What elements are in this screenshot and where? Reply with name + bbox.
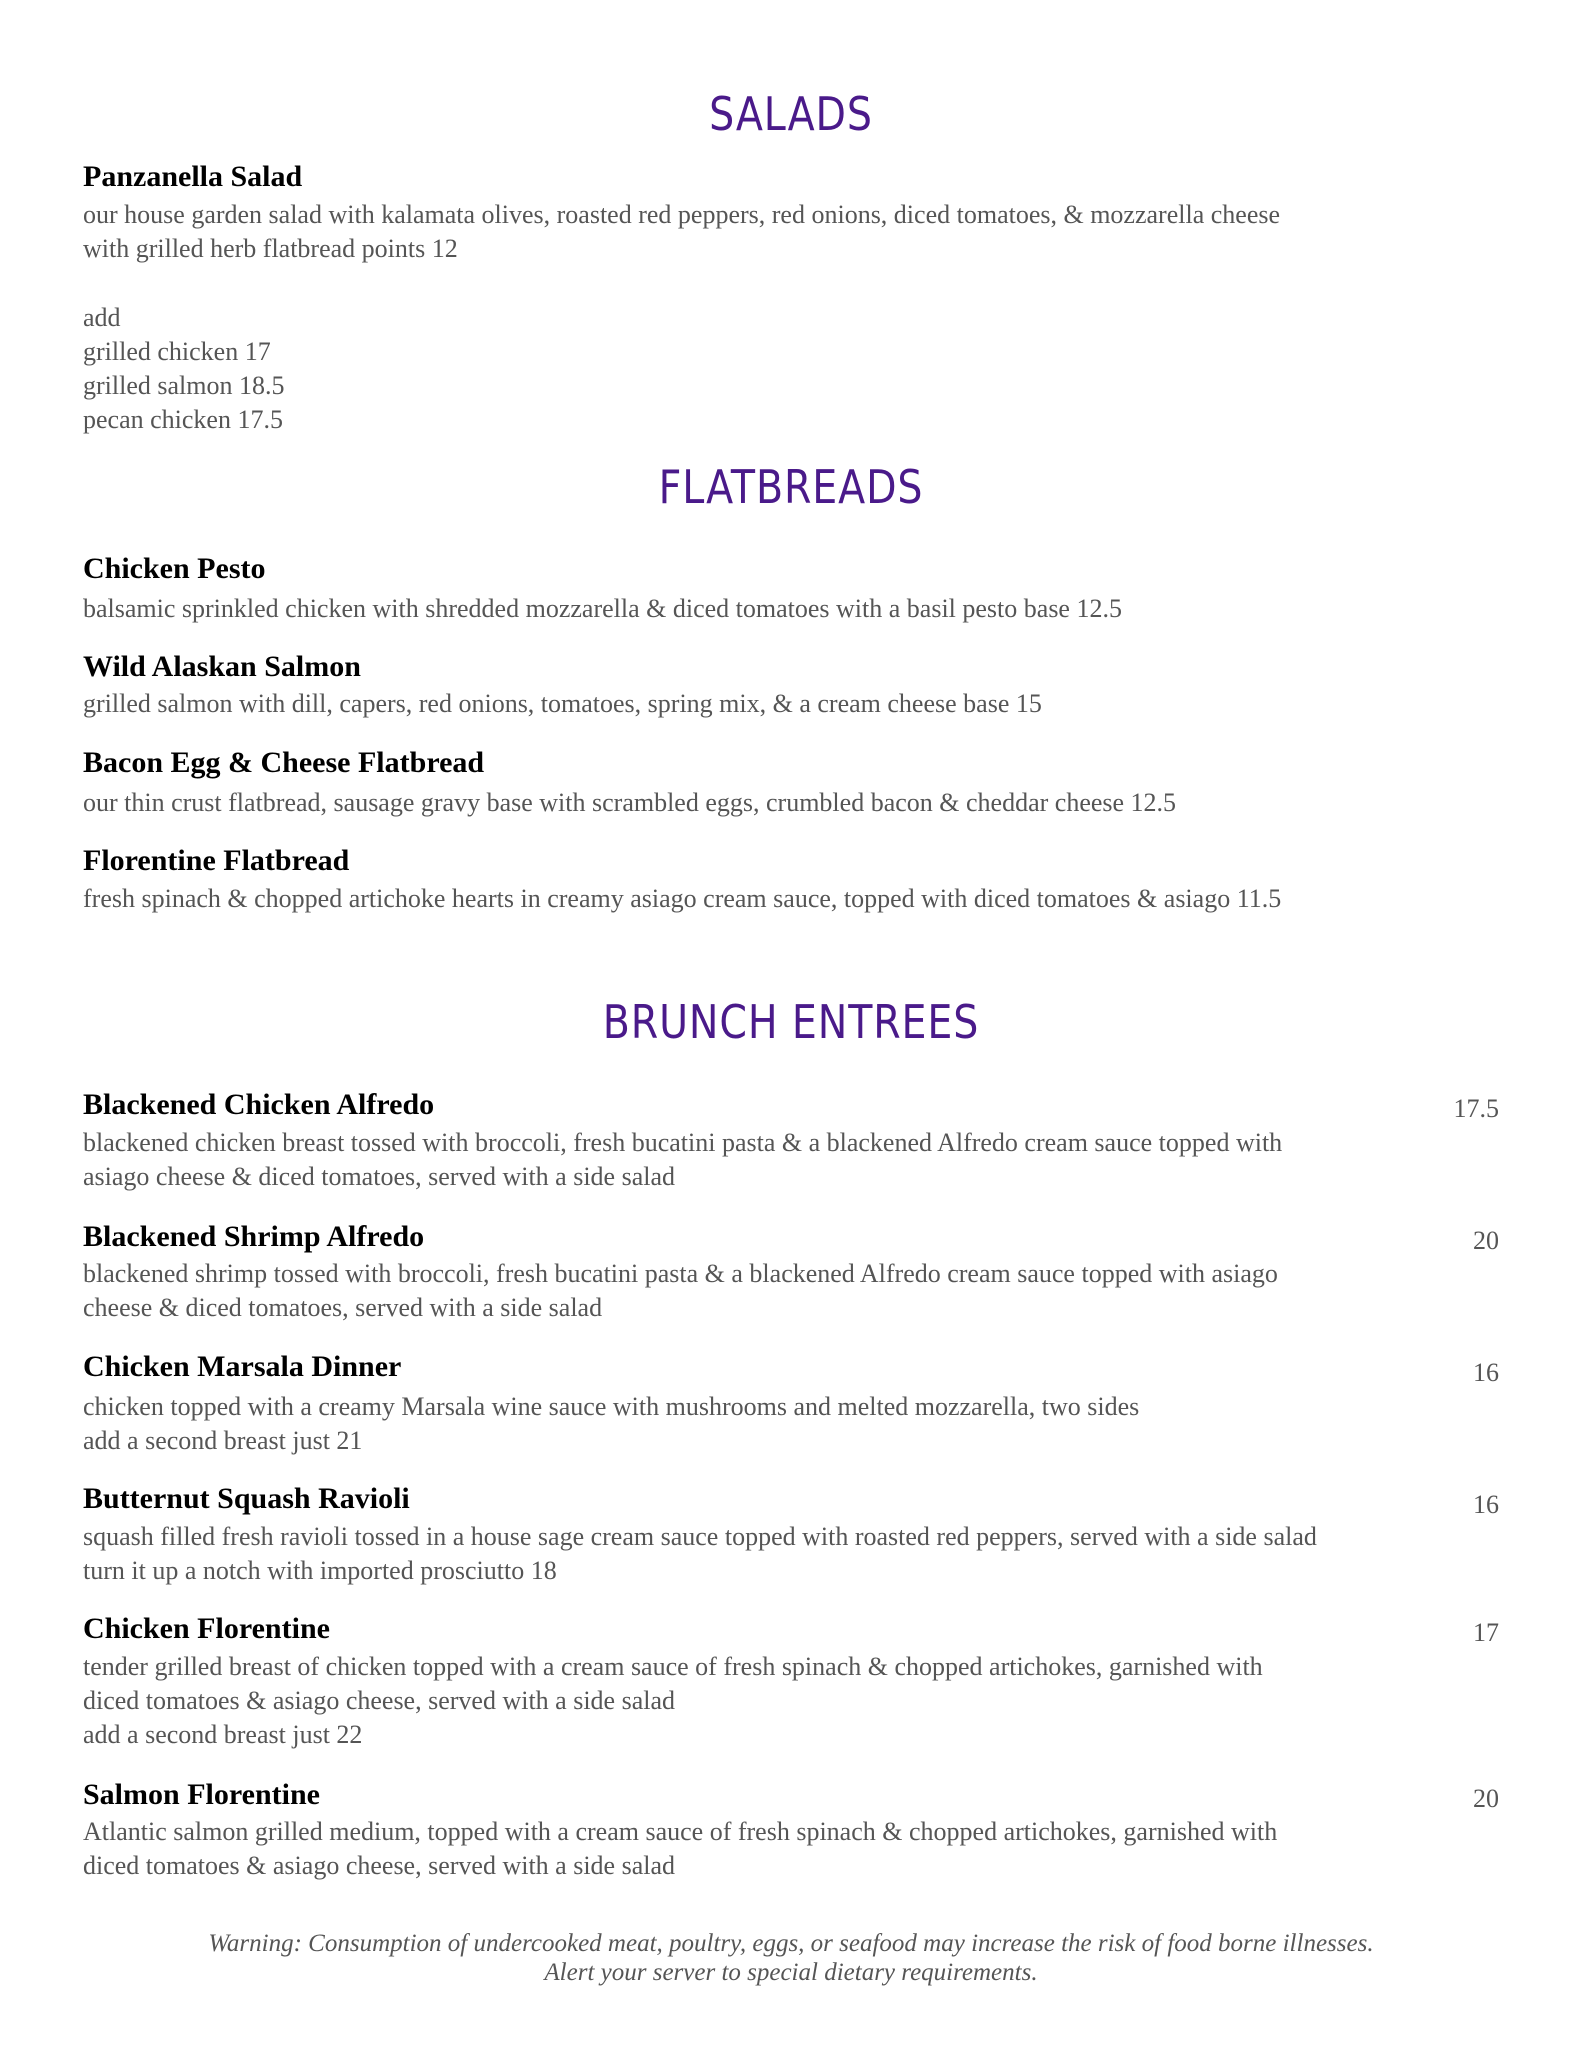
entree-item-desc: turn it up a notch with imported prosciutto 18 bbox=[83, 1556, 557, 1585]
entree-item-name: Chicken Marsala Dinner bbox=[83, 1350, 402, 1383]
entree-item-price: 20 bbox=[1473, 1784, 1499, 1813]
flatbread-item-name: Wild Alaskan Salmon bbox=[83, 650, 361, 683]
entree-item-name: Chicken Florentine bbox=[83, 1612, 330, 1645]
entree-item-price: 17 bbox=[1473, 1618, 1499, 1647]
entree-item-desc: blackened chicken breast tossed with broccoli, fresh bucatini pasta & a blackened Alfredo cream sauce topped with bbox=[83, 1128, 1283, 1157]
entree-item-desc: chicken topped with a creamy Marsala wine sauce with mushrooms and melted mozzarella, two sides bbox=[83, 1392, 1140, 1421]
entree-item-name: Butternut Squash Ravioli bbox=[83, 1482, 410, 1515]
salad-addon: grilled chicken 17 bbox=[83, 337, 271, 366]
entree-item-desc: diced tomatoes & asiago cheese, served with a side salad bbox=[83, 1686, 676, 1715]
entree-item-desc: add a second breast just 21 bbox=[83, 1426, 363, 1455]
flatbread-item-desc: grilled salmon with dill, capers, red onions, tomatoes, spring mix, & a cream cheese base 15 bbox=[83, 689, 1042, 718]
flatbread-item-desc: fresh spinach & chopped artichoke hearts in creamy asiago cream sauce, topped with diced tomatoes & asiago 11.5 bbox=[83, 884, 1282, 913]
entree-item-desc: diced tomatoes & asiago cheese, served with a side salad bbox=[83, 1851, 676, 1880]
salad-addons-label: add bbox=[83, 303, 121, 332]
entree-item-desc: asiago cheese & diced tomatoes, served with a side salad bbox=[83, 1162, 676, 1191]
flatbread-item-name: Chicken Pesto bbox=[83, 552, 266, 585]
entrees-heading: BRUNCH ENTREES bbox=[602, 995, 980, 1049]
flatbread-item-desc: balsamic sprinkled chicken with shredded mozzarella & diced tomatoes with a basil pesto base 12.5 bbox=[83, 594, 1122, 623]
entree-item-desc: squash filled fresh ravioli tossed in a house sage cream sauce topped with roasted red peppers, served with a side salad bbox=[83, 1522, 1317, 1551]
salad-item-name: Panzanella Salad bbox=[83, 160, 303, 193]
dietary-note: Alert your server to special dietary requirements. bbox=[544, 1959, 1038, 1986]
food-safety-warning: Warning: Consumption of undercooked meat, poultry, eggs, or seafood may increase the risk of food borne illnesses. bbox=[208, 1930, 1374, 1957]
entree-item-desc: cheese & diced tomatoes, served with a side salad bbox=[83, 1293, 603, 1322]
entree-item-desc: add a second breast just 22 bbox=[83, 1720, 363, 1749]
salads-heading: SALADS bbox=[709, 87, 873, 141]
salad-item-desc-line2: with grilled herb flatbread points 12 bbox=[83, 234, 458, 263]
entree-item-name: Blackened Shrimp Alfredo bbox=[83, 1220, 425, 1253]
entree-item-price: 16 bbox=[1473, 1490, 1499, 1519]
entree-item-desc: tender grilled breast of chicken topped with a cream sauce of fresh spinach & chopped artichokes, garnished with bbox=[83, 1652, 1263, 1681]
salad-addon: grilled salmon 18.5 bbox=[83, 371, 285, 400]
entree-item-name: Salmon Florentine bbox=[83, 1778, 320, 1811]
flatbread-item-desc: our thin crust flatbread, sausage gravy base with scrambled eggs, crumbled bacon & cheddar cheese 12.5 bbox=[83, 788, 1177, 817]
entree-item-price: 16 bbox=[1473, 1358, 1499, 1387]
entree-item-desc: Atlantic salmon grilled medium, topped with a cream sauce of fresh spinach & chopped artichokes, garnished with bbox=[83, 1817, 1278, 1846]
entree-item-price: 20 bbox=[1473, 1226, 1499, 1255]
flatbread-item-name: Florentine Flatbread bbox=[83, 844, 350, 877]
flatbreads-heading: FLATBREADS bbox=[658, 460, 924, 514]
salad-addon: pecan chicken 17.5 bbox=[83, 405, 283, 434]
flatbread-item-name: Bacon Egg & Cheese Flatbread bbox=[83, 746, 485, 779]
entree-item-name: Blackened Chicken Alfredo bbox=[83, 1088, 435, 1121]
entree-item-price: 17.5 bbox=[1453, 1094, 1499, 1123]
salad-item-desc-line1: our house garden salad with kalamata olives, roasted red peppers, red onions, diced tomatoes, & mozzarella cheese bbox=[83, 200, 1281, 229]
entree-item-desc: blackened shrimp tossed with broccoli, fresh bucatini pasta & a blackened Alfredo cream sauce topped with asiago bbox=[83, 1259, 1278, 1288]
